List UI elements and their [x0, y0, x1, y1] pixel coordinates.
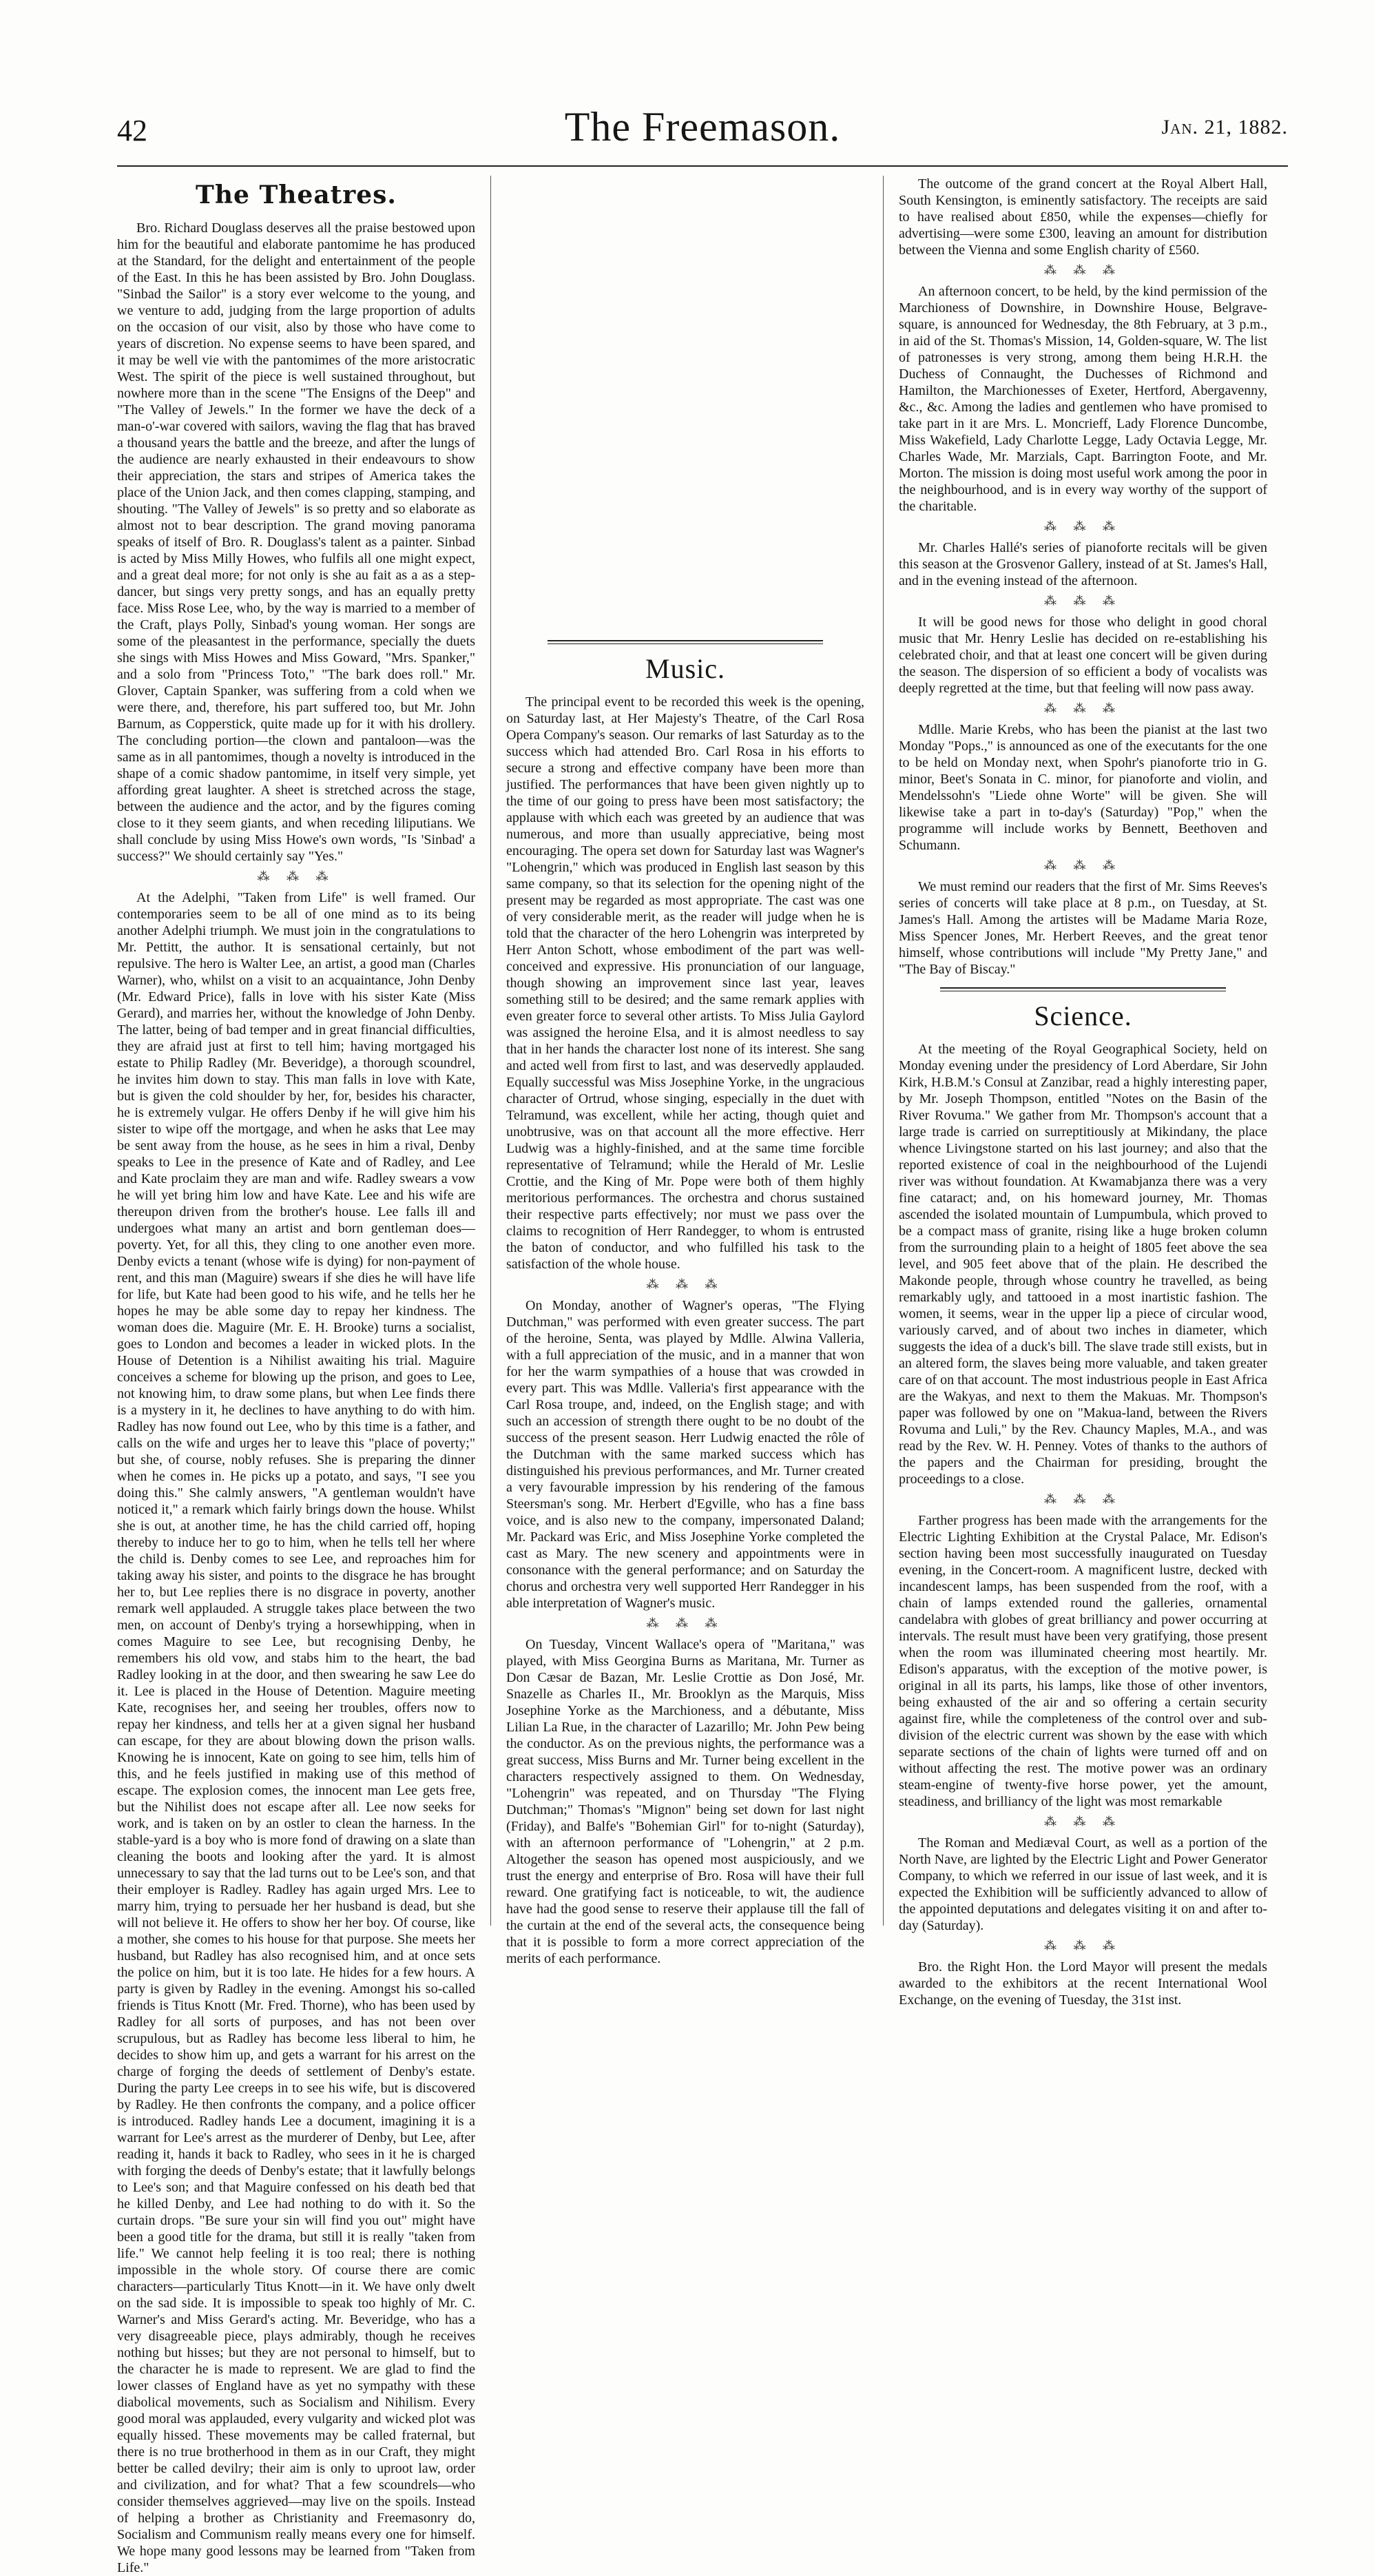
theatres-continued-area — [506, 176, 864, 630]
section-ornament: ⁂ ⁂ ⁂ — [1044, 594, 1122, 608]
newspaper-title: The Freemason. — [564, 104, 841, 150]
music-heading: Music. — [645, 653, 725, 684]
science-heading: Science. — [1034, 1000, 1132, 1031]
column-rule — [883, 176, 884, 1926]
section-ornament: ⁂ ⁂ ⁂ — [1044, 263, 1122, 277]
page-number: 42 — [117, 114, 147, 147]
masthead — [117, 103, 1288, 167]
science-paragraph: Bro. the Right Hon. the Lord Mayor will present the medals awarded to the exhibitors at the recent International Wool Exchange, on the evening of Tuesday, the 31st inst. — [899, 1959, 1267, 2008]
music-paragraph: On Tuesday, Vincent Wallace's opera of "Maritana," was played, with Miss Georgina Burns as Maritana, Mr. Turner as Don Cæsar de Bazan, Mr. Leslie Crottie as Don José, Mr. Snazelle as Charles II., Mr. Brooklyn as the Marquis, Miss Josephine Yorke as the Marchioness, and a débutante, Miss Lilian La Rue, in the character of Lazarillo; Mr. John Pew being the conductor. As on the previous nights, the performance was a great success, Miss Burns and Mr. Turner being excellent in the characters respectively assigned to them. On Wednesday, "Lohengrin" was repeated, and on Thursday "The Flying Dutchman;" Thomas's "Mignon" being set down for last night (Friday), and Balfe's "Bohemian Girl" for to-night (Saturday), with an afternoon performance of "Lohengrin," at 2 p.m. Altogether the season has opened most auspiciously, and we trust the energy and enterprise of Bro. Rosa will have their full reward. One gratifying fact is noticeable, to wit, the audience have had the good sense to reserve their applause till the fall of the curtain at the end of the several acts, the consequence being that it is possible to form a more correct appreciation of the merits of each performance. — [506, 1637, 864, 1966]
science-paragraph: The Roman and Mediæval Court, as well as a portion of the North Nave, are lighted by the Electric Light and Power Generator Company, to which we referred in our issue of last week, and it is expected the Exhibition will be sufficiently advanced to allow of the appointed deputations and delegates visiting it on and after to-day (Saturday). — [899, 1835, 1267, 1933]
section-divider — [548, 640, 823, 644]
column-1 — [117, 176, 475, 2575]
section-ornament: ⁂ ⁂ ⁂ — [1044, 1492, 1122, 1506]
music-paragraph: On Monday, another of Wagner's operas, "The Flying Dutchman," was performed with even greater success. The part of the heroine, Senta, was played by Mdlle. Alwina Valleria, with a full appreciation of the music, and in a manner that won for her the warm sympathies of a house that was crowded in every part. This was Mdlle. Valleria's first appearance with the Carl Rosa troupe, and, indeed, on the English stage; and with such an accession of strength there ought to be no doubt of the success of the present season. Herr Ludwig enacted the rôle of the Dutchman with the same marked success which has distinguished his previous performances, and Mr. Turner created a very favourable impression by his rendering of the famous Steersman's song. Mr. Herbert d'Egville, who has a fine bass voice, and is also new to the company, impersonated Daland; Mr. Packard was Eric, and Miss Josephine Yorke completed the cast as Mary. The new scenery and appointments were in consonance with the general performance; and on Saturday the chorus and orchestra very well supported Herr Randegger in his able interpretation of Wagner's music. — [506, 1298, 864, 1611]
column-3 — [899, 176, 1267, 2008]
column-2 — [506, 176, 864, 1966]
music-paragraph: Mdlle. Marie Krebs, who has been the pianist at the last two Monday "Pops.," is announced as one of the executants for the one to be held on Monday next, when Spohr's pianoforte trio in G. minor, Beet's Sonata in C. minor, for pianoforte and violin, and Mendelssohn's "Liede ohne Worte" will be given. She will likewise take a part in to-day's (Saturday) "Pop," when the programme will include works by Bennett, Beethoven and Schumann. — [899, 722, 1267, 853]
section-ornament: ⁂ ⁂ ⁂ — [1044, 1939, 1122, 1952]
music-paragraph: The principal event to be recorded this week is the opening, on Saturday last, at Her Majesty's Theatre, of the Carl Rosa Opera Company's season. Our remarks of last Saturday as to the success which had attended Bro. Carl Rosa in his efforts to secure a strong and effective company have been more than justified. The performances that have been given nightly up to the time of our going to press have been most satisfactory; the applause with which each was greeted by an audience that was numerous, and more than usually appreciative, being most encouraging. The opera set down for Saturday last was Wagner's "Lohengrin," which was produced in English last season by this same company, so that its selection for the opening night of the present may be regarded as most appropriate. The cast was one of very considerable merit, as the reader will judge when he is told that the character of the hero Lohengrin was interpreted by Herr Anton Schott, whose embodiment of the part was well-conceived and expressive. His pronunciation of our language, though showing an improvement since last year, leaves something still to be desired; and the same remark applies with even greater force to several other artists. To Miss Julia Gaylord was assigned the heroine Elsa, and it is almost needless to say that in her hands the character lost none of its interest. She sang and acted well from first to last, and was deservedly applauded. Equally successful was Miss Josephine Yorke, in the ungracious character of Ortrud, whose singing, especially in the duet with Telramund, was excellent, while her acting, though quiet and unobtrusive, was on that account all the more effective. Herr Ludwig was a highly-finished, and at the same time forcible representative of Telramund; while the Herald of Mr. Leslie Crottie, and the King of Mr. Pope were both of them highly meritorious performances. The orchestra and chorus sustained their respective parts effectively; nor must we pass over the claims to recognition of Herr Randegger, to whom is entrusted the baton of conductor, and who fulfilled his task to the satisfaction of the whole house. — [506, 694, 864, 1272]
section-divider — [940, 987, 1226, 991]
section-ornament: ⁂ ⁂ ⁂ — [646, 1616, 725, 1630]
theatres-paragraph: At the Adelphi, "Taken from Life" is well framed. Our contemporaries seem to be all of one mind as to its being another Adelphi triumph. We must join in the congratulations to Mr. Pettitt, the author. It is sensational certainly, but not repulsive. The hero is Walter Lee, an artist, a good man (Charles Warner), who, whilst on a visit to an acquaintance, John Denby (Mr. Edward Price), falls in love with his sister Kate (Miss Gerard), and marries her, without the knowledge of John Denby. The latter, being of bad temper and in great financial difficulties, they are afraid just at first to tell him; having mortgaged his estate to Philip Radley (Mr. Beveridge), a thorough scoundrel, he invites him down to stay. This man falls in love with Kate, but is given the cold shoulder by her, for, besides his character, he is extremely vulgar. He offers Denby if he will give him his sister to wipe off the mortgage, and when he asks that Lee may be sent away from the house, as he sees in him a rival, Denby speaks to Lee in the presence of Kate and of Radley, and Lee and Kate proclaim they are man and wife. Radley swears a vow he will yet bring him low and have Kate. Lee and his wife are thereupon driven from the brother's house. Lee falls ill and undergoes what many an artist and born gentleman does—poverty. Yet, for all this, they cling to one another even more. Denby evicts a tenant (whose wife is dying) for non-payment of rent, and this man (Maguire) swears if she dies he will have life for life, but Kate had been good to his wife, and he tells her he hopes he may be able some day to repay her kindness. The woman does die. Maguire (Mr. E. H. Brooke) turns a socialist, goes to London and becomes a leader in wicked plots. In the House of Detention is a Nihilist awaiting his trial. Maguire conceives a scheme for blowing up the prison, and goes to Lee, not knowing him, to draw some plans, but when Lee finds there is a mystery in it, he declines to have anything to do with him. Radley has now found out Lee, who by this time is a father, and calls on the wife and urges her to leave this "place of poverty;" but she, of course, nobly refuses. She is preparing the dinner when he comes in. He picks up a potato, and says, "I see you doing this." She calmly answers, "A gentleman wouldn't have noticed it," a remark which fairly brings down the house. Whilst she is out, at another time, he has the child carried off, hoping thereby to induce her to go to him, when he tells tell her where the child is. Denby comes to see Lee, and reproaches him for taking away his sister, and points to the disgrace he has brought her to, but Lee replies there is no disgrace in poverty, another remark well applauded. A struggle takes place between the two men, on account of Denby's trying a horsewhipping, when in comes Maguire to see Lee, but recognising Denby, he remembers his old vow, and stabs him to the heart, the bad Radley looking in at the door, and then swearing he saw Lee do it. Lee is placed in the House of Detention. Maguire meeting Kate, recognises her, and seeing her troubles, offers now to repay her kindness, and tells her at a given signal her husband can escape, for they are about blowing down the prison walls. Knowing he is innocent, Kate on going to see him, tells him of this, and he feels justified in making use of this method of escape. The explosion comes, the innocent man Lee gets free, but the Nihilist does not escape after all. Lee now seeks for work, and is taken on by an ostler to clean the harness. In the stable-yard is a boy who is more fond of drawing on a slate than cleaning the boots and looking after the yard. It is almost unnecessary to say that the lad turns out to be Lee's son, and that their employer is Radley. Radley has again urged Mrs. Lee to marry him, trying to persuade her her husband is dead, but she will not believe it. He offers to show her her boy. Of course, like a mother, she comes to his house for that purpose. She meets her husband, but Radley has also recognised him, and at once sets the police on him, but it is too late. He hides for a few hours. A party is given by Radley in the evening. Amongst his so-called friends is Titus Knott (Mr. Fred. Thorne), who has been used by Radley for all sorts of purposes, and has not been over scrupulous, but as Radley has become less liberal to him, he decides to show him up, and gets a warrant for his arrest on the charge of forging the deeds of settlement of Denby's estate. During the party Lee creeps in to see his wife, but is discovered by Radley. He then confronts the company, and a police officer is introduced. Radley hands Lee a document, imagining it is a warrant for Lee's arrest as the murderer of Denby, but Lee, after reading it, hands it back to Radley, who sees in it he is charged with forging the deeds of Denby's estate; that it lawfully belongs to Lee's son; and that Maguire confessed on his death bed that he killed Denby, and Lee had nothing to do with it. So the curtain drops. "Be sure your sin will find you out" might have been a good title for the drama, but still it is really "taken from life." We cannot help feeling it is too real; there is nothing impossible in the whole story. Of course there are comic characters—particularly Titus Knott—in it. We have only dwelt on the sad side. It is impossible to speak too highly of Mr. C. Warner's and Miss Gerard's acting. Mr. Beveridge, who has a very disagreeable piece, plays admirably, though he receives nothing but hisses; but they are not personal to himself, but to the character he is made to represent. We are glad to find the lower classes of England have as yet no sympathy with these diabolical movements, such as Socialism and Nihilism. Every good moral was applauded, every vulgarity and wicked plot was equally hissed. These movements may be called fraternal, but there is no true brotherhood in them as in our Craft, they might better be called devilry; their aim is only to uproot law, order and civilization, and for what? That a few scoundrels—who consider themselves aggrieved—may live on the spoils. Instead of helping a brother as Christianity and Freemasonry do, Socialism and Communism really means every one for himself. We hope many good lessons may be learned from "Taken from Life." — [117, 890, 475, 2575]
section-ornament: ⁂ ⁂ ⁂ — [1044, 701, 1122, 715]
section-ornament: ⁂ ⁂ ⁂ — [1044, 519, 1122, 533]
theatres-heading: The Theatres. — [196, 181, 397, 209]
section-ornament: ⁂ ⁂ ⁂ — [1044, 1815, 1122, 1828]
science-paragraph: At the meeting of the Royal Geographical Society, held on Monday evening under the presidency of Lord Aberdare, Sir John Kirk, H.B.M.'s Consul at Zanzibar, read a highly interesting paper, by Mr. Joseph Thompson, entitled "Notes on the Basin of the River Rovuma." We gather from Mr. Thompson's account that a large trade is carried on surreptitiously at Mikindany, the place whence Livingstone started on his last journey; and also that the reported existence of coal in the neighbourhood of the Lujendi river was without foundation. At Kwamabjanza there was a very fine cataract; and, on his homeward journey, Mr. Thomas ascended the isolated mountain of Lumpumbula, which proved to be a compact mass of granite, rising like a huge broken column from the surrounding plain to a height of 1805 feet above the sea level, and 905 feet above that of the plain. He described the Makonde people, through whose country he travelled, as being remarkably ugly, and tattooed in a most inartistic fashion. The women, it seems, wear in the upper lip a piece of circular wood, variously carved, and of about two inches in diameter, which suggests the idea of a duck's bill. The slave trade still exists, but in an altered form, the slaves being more valuable, and taken greater care of on that account. The most industrious people in East Africa are the Wakyas, and next to them the Makuas. Mr. Thompson's paper was followed by one on "Makua-land, between the Rivers Rovuma and Luli," by the Rev. Chauncy Maples, M.A., and was read by the Rev. W. H. Penney. Votes of thanks to the authors of the papers and the Chairman for presiding, brought the proceedings to a close. — [899, 1042, 1267, 1487]
issue-date: Jan. 21, 1882. — [1161, 116, 1288, 138]
section-ornament: ⁂ ⁂ ⁂ — [1044, 858, 1122, 872]
music-paragraph: It will be good news for those who delight in good choral music that Mr. Henry Leslie has decided on re-establishing his celebrated choir, and that at least one concert will be given during the season. The dispersion of so efficient a body of vocalists was deeply regretted at the time, but that feeling will now pass away. — [899, 615, 1267, 696]
music-paragraph: The outcome of the grand concert at the Royal Albert Hall, South Kensington, is eminently satisfactory. The receipts are said to have realised about £850, while the expenses—chiefly for advertising—were some £300, leaving an amount for distribution between the Vienna and some English charity of £560. — [899, 176, 1267, 258]
section-ornament: ⁂ ⁂ ⁂ — [257, 869, 335, 883]
music-paragraph: We must remind our readers that the first of Mr. Sims Reeves's series of concerts will take place at 8 p.m., on Tuesday, at St. James's Hall. Among the artistes will be Madame Maria Roze, Miss Spencer Jones, Mr. Herbert Reeves, and the great tenor himself, whose contributions will include "My Pretty Jane," and "The Bay of Biscay." — [899, 879, 1267, 977]
music-paragraph: An afternoon concert, to be held, by the kind permission of the Marchioness of Downshire, in Downshire House, Belgrave-square, is announced for Wednesday, the 8th February, at 3 p.m., in aid of the St. Thomas's Mission, 14, Golden-square, W. The list of patronesses is very strong, among them being H.R.H. the Duchess of Connaught, the Duchesses of Richmond and Hamilton, the Marchionesses of Exeter, Hertford, Abergavenny, &c., &c. Among the ladies and gentlemen who have promised to take part in it are Mrs. L. Moncrieff, Lady Florence Duncombe, Miss Wakefield, Lady Charlotte Legge, Lady Octavia Legge, Mr. Charles Wade, Mr. Marzials, Capt. Barrington Foote, and Mr. Morton. The mission is doing most useful work among the poor in the neighbourhood, and is in every way worthy of the support of the charitable. — [899, 284, 1267, 514]
column-rule — [490, 176, 491, 1926]
science-paragraph: Farther progress has been made with the arrangements for the Electric Lighting Exhibition at the Crystal Palace, Mr. Edison's section having been most successfully inaugurated on Tuesday evening, in the Concert-room. A magnificent lustre, decked with incandescent lamps, has been suspended from the roof, with a chain of lamps extended round the galleries, ornamental candelabra with globes of great brilliancy and power occurring at intervals. The result must have been very gratifying, those present when the room was illuminated cheering most heartily. Mr. Edison's apparatus, with the exception of the motive power, is original in all its parts, his lamps, like those of other inventors, being exhausted of the air and so offering a certain security against fire, while the completeness of the control over and sub-division of the electric current was shown by the ease with which separate sections of the chain of lights were turned off and on without affecting the rest. The motive power was an ordinary steam-engine of twenty-five horse power, yet the amount, steadiness, and brilliancy of the light was most remarkable — [899, 1513, 1267, 1809]
music-paragraph: Mr. Charles Hallé's series of pianoforte recitals will be given this season at the Grosvenor Gallery, instead of at St. James's Hall, and in the evening instead of the afternoon. — [899, 540, 1267, 588]
theatres-paragraph: Bro. Richard Douglass deserves all the praise bestowed upon him for the beautiful and elaborate pantomime he has produced at the Standard, for the delight and entertainment of the people of the East. In this he has been assisted by Bro. John Douglass. "Sinbad the Sailor" is a story ever welcome to the young, and we venture to add, judging from the large proportion of adults on the occasion of our visit, also by those who have come to years of discretion. No expense seems to have been spared, and it may be well vie with the pantomimes of the more aristocratic West. The spirit of the piece is well sustained throughout, but nowhere more than in the scene "The Ensigns of the Deep" and "The Valley of Jewels." In the former we have the deck of a man-o'-war covered with sailors, waving the flag that has braved a thousand years the battle and the breeze, and after the lungs of the audience are nearly exhausted in their endeavours to show their appreciation, the stars and stripes of America takes the place of the Union Jack, and then comes clapping, stamping, and shouting. "The Valley of Jewels" is so pretty and so elaborate as almost not to bear description. The grand moving panorama speaks of itself of Bro. R. Douglass's talent as a painter. Sinbad is acted by Miss Milly Howes, who fulfils all one might expect, and a great deal more; for not only is she au fait as a as a step-dancer, but sings very pretty songs, and has an equally pretty face. Miss Rose Lee, who, by the way is married to a member of the Craft, plays Polly, Sinbad's young woman. Her songs are some of the pleasantest in the performance, specially the duets she sings with Miss Howes and Miss Goward, "Mrs. Spanker," and a solo from "Princess Toto," "The bark does roll." Mr. Glover, Captain Spanker, was suffering from a cold when we were there, and, therefore, his part suffered too, but Mr. John Barnum, as Copperstick, quite made up for it with his drollery. The concluding portion—the clown and pantaloon—was the same as in all pantomimes, though a novelty is introduced in the shape of a comic shadow pantomime, in itself very simple, yet affording great laughter. A sheet is stretched across the stage, between the audience and the actor, and by the figures coming close to it they seem giants, and when receding liliputians. We shall conclude by using Miss Howe's own words, "Is 'Sinbad' a success?" We should certainly say "Yes." — [117, 220, 475, 864]
section-ornament: ⁂ ⁂ ⁂ — [646, 1277, 725, 1291]
